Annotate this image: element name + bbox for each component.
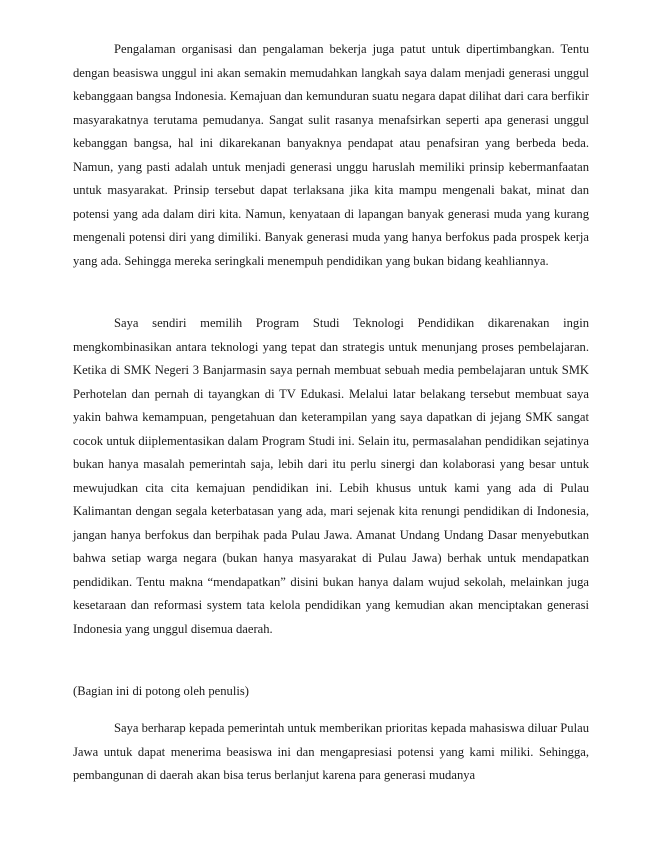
editor-note: (Bagian ini di potong oleh penulis) bbox=[73, 684, 249, 698]
body-paragraph-2: Saya sendiri memilih Program Studi Teknologi Pendidikan dikarenakan ingin mengkombinasikan antara teknologi yang tepat dan strategis untuk menunjang proses pembelajaran. Ketika di SMK Negeri 3 Banjarmasin saya pernah membuat sebuah media pembelajaran untuk SMK Perhotelan dan pernah di tayangkan di TV Edukasi. Melalui latar belakang tersebut membuat saya yakin bahwa kemampuan, pengetahuan dan keterampilan yang saya dapatkan di jejang SMK sangat cocok untuk diiplementasikan dalam Program Studi ini. Selain itu, permasalahan pendidikan sejatinya bukan hanya masalah pemerintah saja, lebih dari itu perlu sinergi dan kolaborasi yang besar untuk mewujudkan cita cita kemajuan pendidikan ini. Lebih khusus untuk kami yang ada di Pulau Kalimantan dengan segala keterbatasan yang ada, mari sejenak kita renungi pendidikan di Indonesia, jangan hanya berfokus dan berpihak pada Pulau Jawa. Amanat Undang Undang Dasar menyebutkan bahwa setiap warga negara (bukan hanya masyarakat di Pulau Jawa) berhak untuk mendapatkan pendidikan. Tentu makna “mendapatkan” disini bukan hanya dalam wujud sekolah, melainkan juga kesetaraan dan reformasi system tata kelola pendidikan yang kemudian akan menciptakan generasi Indonesia yang unggul disemua daerah. bbox=[73, 316, 589, 636]
body-paragraph-1: Pengalaman organisasi dan pengalaman bekerja juga patut untuk dipertimbangkan. Tentu dengan beasiswa unggul ini akan semakin memudahkan langkah saya dalam menjadi generasi unggul kebanggaan bangsa Indonesia. Kemajuan dan kemunduran suatu negara dapat dilihat dari cara berfikir masyarakatnya terutama pemudanya. Sangat sulit rasanya menafsirkan seperti apa generasi unggul kebanggan bangsa, hal ini dikarekanan banyaknya pendapat atau penafsiran yang berbeda beda. Namun, yang pasti adalah untuk menjadi generasi unggu haruslah memiliki prinsip kebermanfaatan untuk masyarakat. Prinsip tersebut dapat terlaksana jika kita mampu mengenali bakat, minat dan potensi yang ada dalam diri kita. Namun, kenyataan di lapangan banyak generasi muda yang kurang mengenali potensi diri yang dimiliki. Banyak generasi muda yang hanya berfokus pada prospek kerja yang ada. Sehingga mereka seringkali menempuh pendidikan yang bukan bidang keahliannya. bbox=[73, 42, 589, 268]
body-paragraph-3: Saya berharap kepada pemerintah untuk memberikan prioritas kepada mahasiswa diluar Pulau Jawa untuk dapat menerima beasiswa ini dan mengapresiasi potensi yang kami miliki. Sehingga, pembangunan di daerah akan bisa terus berlanjut karena para generasi mudanya bbox=[73, 721, 589, 782]
